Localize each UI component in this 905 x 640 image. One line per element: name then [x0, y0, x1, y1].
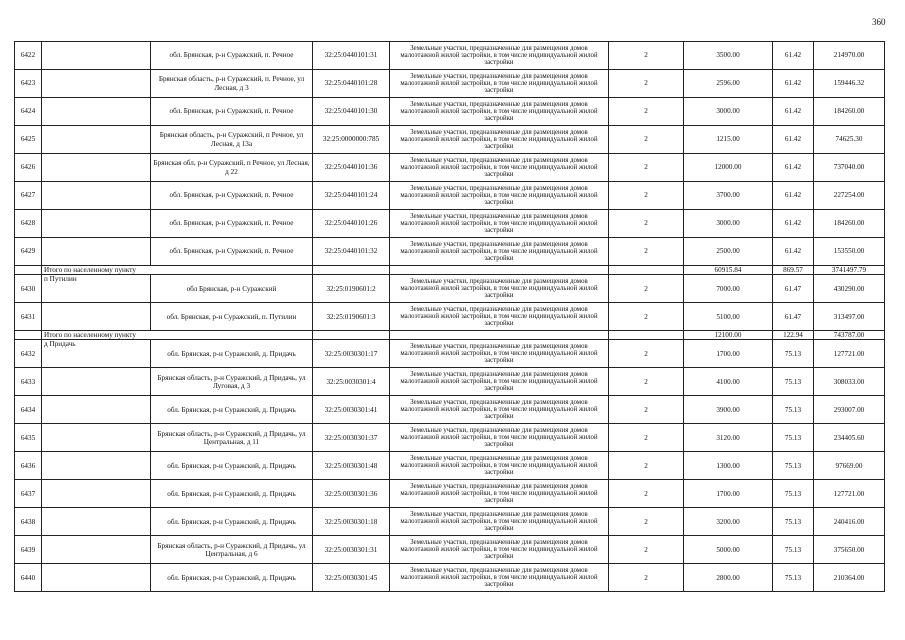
address-cell: Брянская область, р-н Суражский, д Придачь, ул Луговая, д 3: [151, 368, 313, 396]
cadastral-number: 32:25:0030301:36: [313, 480, 390, 508]
area-cell: 5000.00: [684, 536, 773, 564]
category-cell: 2: [609, 564, 684, 592]
value-cell: 97669.00: [814, 452, 885, 480]
cadastral-number: 32:25:0030301:45: [313, 564, 390, 592]
area-cell: 2596.00: [684, 70, 773, 98]
value-cell: 293007.00: [814, 396, 885, 424]
row-number: 6432: [15, 340, 42, 368]
table-row: [15, 154, 885, 182]
cadastral-number: 32:25:0440101:36: [313, 154, 390, 182]
table-row: [15, 564, 885, 592]
rate-cell: 75.13: [773, 452, 814, 480]
address-cell: Брянская область, р-н Суражский, п. Речное, ул Лесная, д 3: [151, 70, 313, 98]
rate-cell: 61.42: [773, 182, 814, 210]
land-use-cell: Земельные участки, предназначенные для размещения домов малоэтажной жилой застройки, в том числе индивидуальной жилой застройки: [390, 126, 609, 154]
total-rate: 869.57: [773, 266, 814, 275]
total-row: [15, 331, 885, 340]
row-number: 6424: [15, 98, 42, 126]
row-number: 6423: [15, 70, 42, 98]
land-valuation-table: [14, 41, 885, 592]
total-empty: [609, 266, 684, 275]
area-cell: 1700.00: [684, 480, 773, 508]
table-row: [15, 340, 885, 368]
total-spacer: [15, 331, 42, 340]
area-cell: 12000.00: [684, 154, 773, 182]
locality-cell: [42, 42, 151, 70]
table-row: [15, 182, 885, 210]
table-row: [15, 536, 885, 564]
row-number: 6440: [15, 564, 42, 592]
table-row: [15, 126, 885, 154]
locality-cell: [42, 564, 151, 592]
category-cell: 2: [609, 182, 684, 210]
value-cell: 210364.00: [814, 564, 885, 592]
locality-name: п Путилин: [42, 275, 151, 303]
row-number: 6425: [15, 126, 42, 154]
land-use-cell: Земельные участки, предназначенные для размещения домов малоэтажной жилой застройки, в том числе индивидуальной жилой застройки: [390, 424, 609, 452]
category-cell: 2: [609, 303, 684, 331]
total-empty: [390, 266, 609, 275]
land-use-cell: Земельные участки, предназначенные для размещения домов малоэтажной жилой застройки, в том числе индивидуальной жилой застройки: [390, 42, 609, 70]
land-use-cell: Земельные участки, предназначенные для размещения домов малоэтажной жилой застройки, в том числе индивидуальной жилой застройки: [390, 275, 609, 303]
land-use-cell: Земельные участки, предназначенные для размещения домов малоэтажной жилой застройки, в том числе индивидуальной жилой застройки: [390, 508, 609, 536]
row-number: 6426: [15, 154, 42, 182]
locality-cell: [42, 98, 151, 126]
rate-cell: 61.42: [773, 98, 814, 126]
locality-cell: [42, 154, 151, 182]
locality-cell: [42, 508, 151, 536]
rate-cell: 61.42: [773, 154, 814, 182]
category-cell: 2: [609, 275, 684, 303]
row-number: 6422: [15, 42, 42, 70]
land-use-cell: Земельные участки, предназначенные для размещения домов малоэтажной жилой застройки, в том числе индивидуальной жилой застройки: [390, 238, 609, 266]
row-number: 6434: [15, 396, 42, 424]
land-use-cell: Земельные участки, предназначенные для размещения домов малоэтажной жилой застройки, в том числе индивидуальной жилой застройки: [390, 340, 609, 368]
locality-cell: [42, 396, 151, 424]
address-cell: обл. Брянская, р-н Суражский, д. Придачь: [151, 480, 313, 508]
rate-cell: 61.42: [773, 126, 814, 154]
locality-cell: [42, 126, 151, 154]
land-use-cell: Земельные участки, предназначенные для размещения домов малоэтажной жилой застройки, в том числе индивидуальной жилой застройки: [390, 70, 609, 98]
address-cell: обл. Брянская, р-н Суражский, п. Речное: [151, 182, 313, 210]
land-use-cell: Земельные участки, предназначенные для размещения домов малоэтажной жилой застройки, в том числе индивидуальной жилой застройки: [390, 303, 609, 331]
cadastral-number: 32:25:0440101:28: [313, 70, 390, 98]
rate-cell: 61.42: [773, 42, 814, 70]
category-cell: 2: [609, 98, 684, 126]
rate-cell: 75.13: [773, 508, 814, 536]
row-number: 6427: [15, 182, 42, 210]
address-cell: обл. Брянская, р-н Суражский, п. Речное: [151, 98, 313, 126]
area-cell: 3000.00: [684, 98, 773, 126]
address-cell: обл. Брянская, р-н Суражский, п. Речное: [151, 238, 313, 266]
table-row: [15, 238, 885, 266]
locality-cell: [42, 536, 151, 564]
row-number: 6431: [15, 303, 42, 331]
table-row: [15, 210, 885, 238]
cadastral-number: 32:25:0440101:24: [313, 182, 390, 210]
total-empty: [390, 331, 609, 340]
land-use-cell: Земельные участки, предназначенные для размещения домов малоэтажной жилой застройки, в том числе индивидуальной жилой застройки: [390, 452, 609, 480]
locality-cell: [42, 303, 151, 331]
locality-name: д Придачь: [42, 340, 151, 368]
category-cell: 2: [609, 154, 684, 182]
area-cell: 2500.00: [684, 238, 773, 266]
page-number: 360: [872, 17, 886, 27]
category-cell: 2: [609, 452, 684, 480]
row-number: 6430: [15, 275, 42, 303]
rate-cell: 75.13: [773, 536, 814, 564]
row-number: 6429: [15, 238, 42, 266]
value-cell: 214970.00: [814, 42, 885, 70]
cadastral-number: 32:25:0190601:3: [313, 303, 390, 331]
cadastral-number: 32:25:0440101:26: [313, 210, 390, 238]
area-cell: 3900.00: [684, 396, 773, 424]
table-row: [15, 275, 885, 303]
value-cell: 375650.00: [814, 536, 885, 564]
table-row: [15, 303, 885, 331]
value-cell: 227254.00: [814, 182, 885, 210]
table-row: [15, 508, 885, 536]
total-area: 60915.84: [684, 266, 773, 275]
category-cell: 2: [609, 42, 684, 70]
value-cell: 184260.00: [814, 98, 885, 126]
area-cell: 1700.00: [684, 340, 773, 368]
row-number: 6436: [15, 452, 42, 480]
total-empty: [313, 266, 390, 275]
row-number: 6435: [15, 424, 42, 452]
locality-cell: [42, 210, 151, 238]
land-use-cell: Земельные участки, предназначенные для размещения домов малоэтажной жилой застройки, в том числе индивидуальной жилой застройки: [390, 480, 609, 508]
area-cell: 3700.00: [684, 182, 773, 210]
cadastral-number: 32:25:0000000:785: [313, 126, 390, 154]
total-value: 3741497.79: [814, 266, 885, 275]
rate-cell: 75.13: [773, 340, 814, 368]
table-row: [15, 368, 885, 396]
address-cell: Брянская область, р-н Суражский, д Придачь, ул Центральная, д 11: [151, 424, 313, 452]
value-cell: 430290.00: [814, 275, 885, 303]
locality-cell: [42, 480, 151, 508]
value-cell: 313497.00: [814, 303, 885, 331]
address-cell: Брянская область, р-н Суражский, д Придачь, ул Центральная, д 6: [151, 536, 313, 564]
cadastral-number: 32:25:0190601:2: [313, 275, 390, 303]
total-value: 743787.00: [814, 331, 885, 340]
rate-cell: 61.42: [773, 238, 814, 266]
table-row: [15, 424, 885, 452]
category-cell: 2: [609, 508, 684, 536]
cadastral-number: 32:25:0030301:4: [313, 368, 390, 396]
area-cell: 1215.00: [684, 126, 773, 154]
value-cell: 74625.30: [814, 126, 885, 154]
cadastral-number: 32:25:0030301:17: [313, 340, 390, 368]
cadastral-number: 32:25:0440101:30: [313, 98, 390, 126]
row-number: 6439: [15, 536, 42, 564]
table-row: [15, 42, 885, 70]
cadastral-number: 32:25:0030301:37: [313, 424, 390, 452]
area-cell: 7000.00: [684, 275, 773, 303]
total-area: 12100.00: [684, 331, 773, 340]
cadastral-number: 32:25:0440101:31: [313, 42, 390, 70]
address-cell: обл. Брянская, р-н Суражский, д. Придачь: [151, 340, 313, 368]
rate-cell: 61.47: [773, 303, 814, 331]
category-cell: 2: [609, 368, 684, 396]
area-cell: 3200.00: [684, 508, 773, 536]
address-cell: обл. Брянская, р-н Суражский, п. Речное: [151, 210, 313, 238]
address-cell: обл. Брянская, р-н Суражский, д. Придачь: [151, 508, 313, 536]
table-row: [15, 396, 885, 424]
area-cell: 3120.00: [684, 424, 773, 452]
rate-cell: 75.13: [773, 368, 814, 396]
row-number: 6433: [15, 368, 42, 396]
category-cell: 2: [609, 340, 684, 368]
area-cell: 2800.00: [684, 564, 773, 592]
address-cell: обл. Брянская, р-н Суражский, д. Придачь: [151, 564, 313, 592]
rate-cell: 75.13: [773, 424, 814, 452]
address-cell: Брянская обл, р-н Суражский, п Речное, ул Лесная, д 22: [151, 154, 313, 182]
table-row: [15, 70, 885, 98]
rate-cell: 75.13: [773, 396, 814, 424]
value-cell: 737040.00: [814, 154, 885, 182]
land-use-cell: Земельные участки, предназначенные для размещения домов малоэтажной жилой застройки, в том числе индивидуальной жилой застройки: [390, 98, 609, 126]
table-row: [15, 480, 885, 508]
land-use-cell: Земельные участки, предназначенные для размещения домов малоэтажной жилой застройки, в том числе индивидуальной жилой застройки: [390, 564, 609, 592]
address-cell: обл. Брянская, р-н Суражский, п. Речное: [151, 42, 313, 70]
area-cell: 4100.00: [684, 368, 773, 396]
value-cell: 127721.00: [814, 480, 885, 508]
total-spacer: [15, 266, 42, 275]
address-cell: обл. Брянская, р-н Суражский, д. Придачь: [151, 452, 313, 480]
category-cell: 2: [609, 210, 684, 238]
category-cell: 2: [609, 126, 684, 154]
cadastral-number: 32:25:0030301:31: [313, 536, 390, 564]
value-cell: 159446.32: [814, 70, 885, 98]
locality-cell: [42, 452, 151, 480]
locality-cell: [42, 238, 151, 266]
land-use-cell: Земельные участки, предназначенные для размещения домов малоэтажной жилой застройки, в том числе индивидуальной жилой застройки: [390, 368, 609, 396]
locality-cell: [42, 424, 151, 452]
rate-cell: 61.42: [773, 210, 814, 238]
total-label: Итого по населенному пункту: [42, 266, 313, 275]
cadastral-number: 32:25:0030301:48: [313, 452, 390, 480]
value-cell: 127721.00: [814, 340, 885, 368]
cadastral-number: 32:25:0440101:32: [313, 238, 390, 266]
category-cell: 2: [609, 238, 684, 266]
area-cell: 3500.00: [684, 42, 773, 70]
rate-cell: 61.42: [773, 70, 814, 98]
category-cell: 2: [609, 480, 684, 508]
total-empty: [313, 331, 390, 340]
value-cell: 234405.60: [814, 424, 885, 452]
land-use-cell: Земельные участки, предназначенные для размещения домов малоэтажной жилой застройки, в том числе индивидуальной жилой застройки: [390, 182, 609, 210]
cadastral-number: 32:25:0030301:18: [313, 508, 390, 536]
total-rate: 122.94: [773, 331, 814, 340]
land-use-cell: Земельные участки, предназначенные для размещения домов малоэтажной жилой застройки, в том числе индивидуальной жилой застройки: [390, 536, 609, 564]
land-use-cell: Земельные участки, предназначенные для размещения домов малоэтажной жилой застройки, в том числе индивидуальной жилой застройки: [390, 396, 609, 424]
address-cell: обл. Брянская, р-н Суражский, д. Придачь: [151, 396, 313, 424]
row-number: 6438: [15, 508, 42, 536]
value-cell: 240416.00: [814, 508, 885, 536]
value-cell: 308033.00: [814, 368, 885, 396]
area-cell: 5100.00: [684, 303, 773, 331]
address-cell: обл Брянская, р-н Суражский: [151, 275, 313, 303]
rate-cell: 75.13: [773, 564, 814, 592]
total-row: [15, 266, 885, 275]
area-cell: 3000.00: [684, 210, 773, 238]
total-label: Итого по населенному пункту: [42, 331, 313, 340]
value-cell: 184260.00: [814, 210, 885, 238]
locality-cell: [42, 182, 151, 210]
address-cell: обл. Брянская, р-н Суражский, п. Путилин: [151, 303, 313, 331]
row-number: 6428: [15, 210, 42, 238]
category-cell: 2: [609, 396, 684, 424]
locality-cell: [42, 70, 151, 98]
value-cell: 153550.00: [814, 238, 885, 266]
land-use-cell: Земельные участки, предназначенные для размещения домов малоэтажной жилой застройки, в том числе индивидуальной жилой застройки: [390, 210, 609, 238]
table-row: [15, 452, 885, 480]
area-cell: 1300.00: [684, 452, 773, 480]
category-cell: 2: [609, 70, 684, 98]
total-empty: [609, 331, 684, 340]
land-use-cell: Земельные участки, предназначенные для размещения домов малоэтажной жилой застройки, в том числе индивидуальной жилой застройки: [390, 154, 609, 182]
table-row: [15, 98, 885, 126]
category-cell: 2: [609, 536, 684, 564]
category-cell: 2: [609, 424, 684, 452]
row-number: 6437: [15, 480, 42, 508]
locality-cell: [42, 368, 151, 396]
address-cell: Брянская область, р-н Суражский, п Речное, ул Лесная, д 13а: [151, 126, 313, 154]
cadastral-number: 32:25:0030301:41: [313, 396, 390, 424]
rate-cell: 61.47: [773, 275, 814, 303]
rate-cell: 75.13: [773, 480, 814, 508]
